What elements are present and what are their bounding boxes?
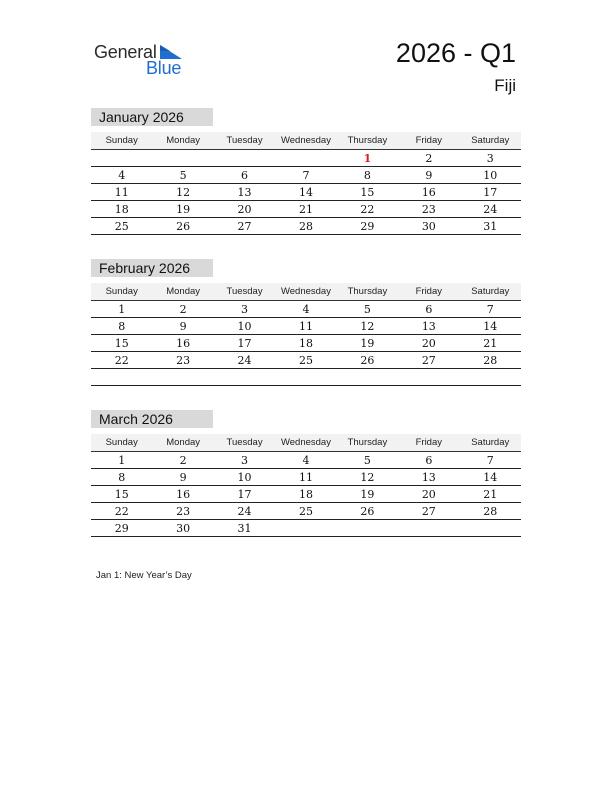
logo-blue-text: Blue: [146, 58, 182, 78]
day-cell: 10: [237, 319, 252, 333]
weekday-label: Thursday: [347, 286, 388, 297]
week-row: [91, 167, 521, 184]
day-cell: 11: [298, 470, 313, 484]
calendar-grid: [91, 132, 521, 235]
day-cell: 10: [483, 168, 498, 182]
day-cell: 22: [360, 202, 375, 216]
day-cell: 30: [421, 219, 436, 233]
weekday-header-row: [91, 132, 521, 150]
weekday-label: Monday: [166, 286, 201, 297]
day-cell: 28: [483, 504, 498, 518]
day-cell: 25: [298, 353, 313, 367]
day-cell: 13: [237, 185, 252, 199]
day-cell: 24: [237, 353, 252, 367]
day-cell: 27: [421, 504, 436, 518]
day-cell: 16: [176, 336, 191, 350]
day-cell: 5: [363, 453, 371, 467]
day-cell: 5: [363, 302, 371, 316]
month-january: [91, 108, 521, 235]
day-cell: 22: [114, 353, 129, 367]
weekday-label: Saturday: [471, 135, 510, 146]
day-cell: 26: [360, 504, 375, 518]
day-cell: 26: [176, 219, 191, 233]
day-cell: 27: [421, 353, 436, 367]
page-title: 2026 - Q1: [395, 38, 516, 68]
weekday-label: Tuesday: [226, 286, 263, 297]
week-row: [91, 335, 521, 352]
weekday-label: Sunday: [105, 437, 138, 448]
day-cell: 7: [486, 453, 494, 467]
day-cell: 1: [118, 453, 126, 467]
day-cell: 12: [176, 185, 191, 199]
week-row: [91, 369, 521, 386]
weekday-label: Sunday: [105, 286, 138, 297]
day-cell: 6: [425, 302, 433, 316]
day-cell: 3: [241, 453, 249, 467]
country-name: Fiji: [494, 76, 516, 95]
day-cell: 17: [237, 336, 252, 350]
day-cell: 13: [421, 319, 436, 333]
month-february: [91, 259, 521, 386]
day-cell: 22: [114, 504, 129, 518]
weekday-label: Friday: [415, 286, 443, 297]
day-cell: 21: [483, 336, 498, 350]
day-cell: 7: [302, 168, 310, 182]
day-cell: 11: [114, 185, 129, 199]
day-cell: 18: [114, 202, 129, 216]
day-cell: 21: [483, 487, 498, 501]
day-cell: 31: [483, 219, 498, 233]
day-cell: 13: [421, 470, 436, 484]
weekday-label: Wednesday: [280, 135, 331, 146]
day-cell: 17: [483, 185, 498, 199]
week-row: [91, 520, 521, 537]
day-cell: 25: [298, 504, 313, 518]
day-cell: 27: [237, 219, 252, 233]
day-cell: 7: [486, 302, 494, 316]
weekday-label: Wednesday: [280, 437, 331, 448]
weekday-label: Monday: [166, 135, 201, 146]
day-cell: 18: [298, 487, 313, 501]
day-cell: 28: [483, 353, 498, 367]
day-cell: 2: [179, 302, 187, 316]
day-cell: 19: [360, 487, 375, 501]
day-cell: 29: [114, 521, 129, 535]
weekday-header-row: [91, 283, 521, 301]
day-cell: 3: [241, 302, 249, 316]
day-cell: 4: [118, 168, 126, 182]
weekday-label: Monday: [166, 437, 201, 448]
week-row: [91, 503, 521, 520]
day-cell: 12: [360, 319, 375, 333]
day-cell: 18: [298, 336, 313, 350]
week-row: [91, 352, 521, 369]
weekday-label: Thursday: [347, 135, 388, 146]
day-cell: 30: [176, 521, 191, 535]
weekday-label: Wednesday: [280, 286, 331, 297]
day-cell: 24: [237, 504, 252, 518]
day-cell: 19: [176, 202, 191, 216]
day-cell: 8: [118, 319, 126, 333]
day-cell: 9: [425, 168, 433, 182]
weekday-label: Friday: [415, 135, 443, 146]
week-row: [91, 469, 521, 486]
day-cell: 8: [363, 168, 371, 182]
day-cell: 20: [421, 487, 436, 501]
calendar-grid: [91, 283, 521, 386]
month-name: March 2026: [91, 410, 213, 428]
day-cell: 23: [176, 504, 191, 518]
day-cell: 14: [298, 185, 313, 199]
week-row: [91, 486, 521, 503]
week-row: [91, 452, 521, 469]
weekday-label: Saturday: [471, 286, 510, 297]
day-cell: 9: [179, 319, 187, 333]
day-cell: 25: [114, 219, 129, 233]
day-cell: 10: [237, 470, 252, 484]
day-cell: 9: [179, 470, 187, 484]
holiday-notes: [96, 570, 192, 581]
day-cell: 31: [237, 521, 252, 535]
week-row: [91, 184, 521, 201]
day-cell: 20: [421, 336, 436, 350]
day-cell: 20: [237, 202, 252, 216]
day-cell: 16: [176, 487, 191, 501]
day-cell: 23: [176, 353, 191, 367]
day-cell: 2: [179, 453, 187, 467]
day-cell: 15: [114, 336, 129, 350]
weekday-label: Sunday: [105, 135, 138, 146]
day-cell: 6: [425, 453, 433, 467]
day-cell: 12: [360, 470, 375, 484]
week-row: [91, 318, 521, 335]
week-row: [91, 150, 521, 167]
logo: [94, 40, 194, 80]
day-cell: 29: [360, 219, 375, 233]
day-cell: 15: [360, 185, 375, 199]
day-cell: 6: [241, 168, 249, 182]
day-cell: 23: [421, 202, 436, 216]
weekday-label: Saturday: [471, 437, 510, 448]
day-cell: 11: [298, 319, 313, 333]
day-cell: 1: [363, 151, 372, 165]
day-cell: 17: [237, 487, 252, 501]
weekday-label: Tuesday: [226, 437, 263, 448]
day-cell: 14: [483, 319, 498, 333]
day-cell: 14: [483, 470, 498, 484]
day-cell: 8: [118, 470, 126, 484]
weekday-label: Friday: [415, 437, 443, 448]
month-name: February 2026: [91, 259, 213, 277]
day-cell: 28: [298, 219, 313, 233]
day-cell: 21: [298, 202, 313, 216]
week-row: [91, 301, 521, 318]
day-cell: 26: [360, 353, 375, 367]
weekday-label: Tuesday: [226, 135, 263, 146]
week-row: [91, 218, 521, 235]
logo-general-text: General: [94, 42, 157, 62]
day-cell: 5: [179, 168, 187, 182]
weekday-header-row: [91, 434, 521, 452]
holiday-note: Jan 1: New Year’s Day: [96, 570, 192, 581]
calendar-grid: [91, 434, 521, 537]
day-cell: 3: [486, 151, 494, 165]
month-march: [91, 410, 521, 537]
day-cell: 16: [421, 185, 436, 199]
month-name: January 2026: [91, 108, 213, 126]
day-cell: 2: [425, 151, 433, 165]
day-cell: 4: [302, 453, 310, 467]
week-row: [91, 201, 521, 218]
day-cell: 1: [118, 302, 126, 316]
day-cell: 4: [302, 302, 310, 316]
weekday-label: Thursday: [347, 437, 388, 448]
day-cell: 15: [114, 487, 129, 501]
day-cell: 19: [360, 336, 375, 350]
day-cell: 24: [483, 202, 498, 216]
